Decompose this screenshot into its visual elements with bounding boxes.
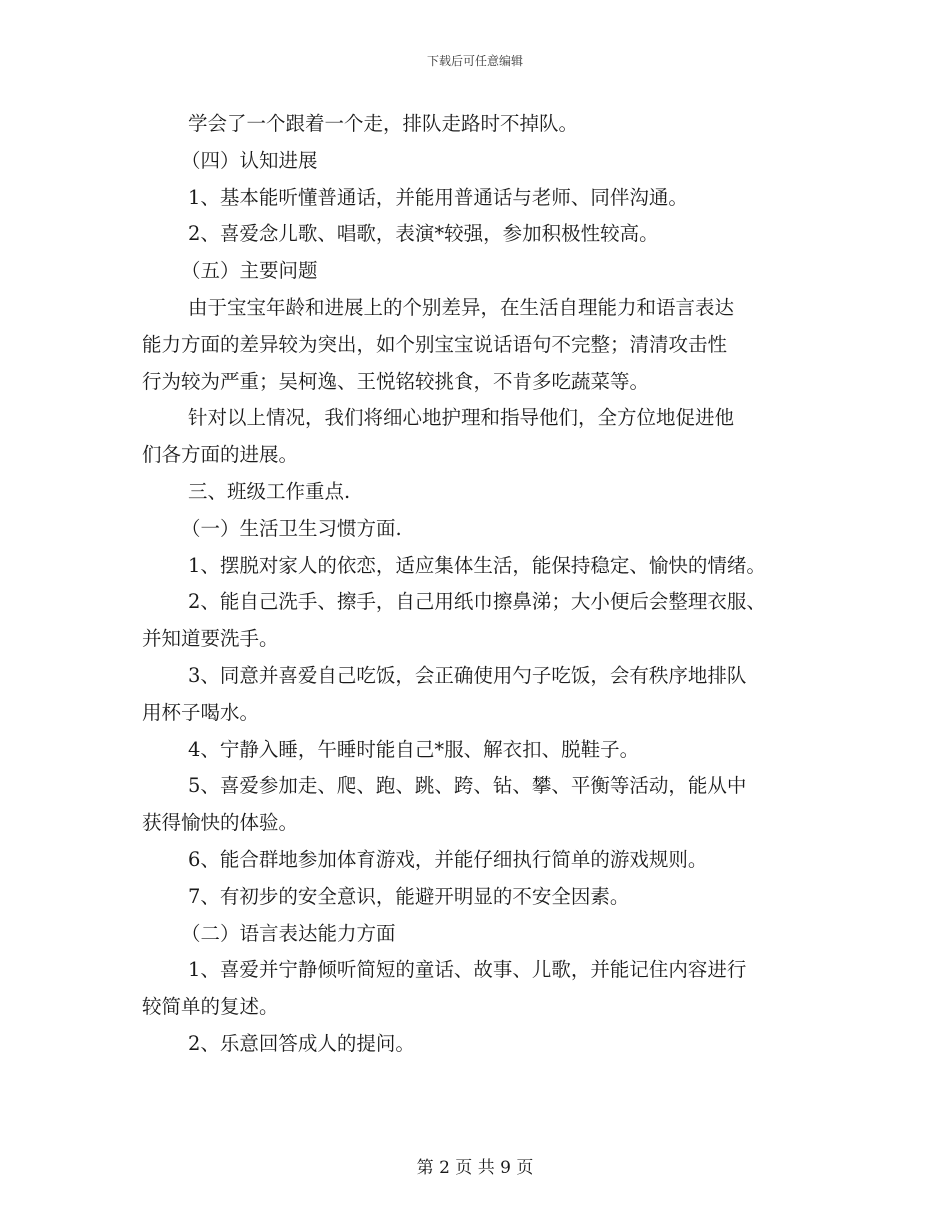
body-line: 1、基本能听懂普通话，并能用普通话与老师、同伴沟通。 — [188, 185, 688, 209]
body-line: 获得愉快的体验。 — [142, 811, 299, 835]
body-line: 行为较为严重；吴柯逸、王悦铭较挑食，不肯多吃蔬菜等。 — [142, 369, 650, 393]
body-line: 能力方面的差异较为突出，如个别宝宝说话语句不完整；清清攻击性 — [142, 332, 728, 356]
body-line: 并知道要洗手。 — [142, 627, 279, 651]
body-line: 2、喜爱念儿歌、唱歌，表演*较强，参加积极性较高。 — [188, 222, 659, 246]
body-line: 学会了一个跟着一个走，排队走路时不掉队。 — [188, 112, 579, 135]
page-header: 下载后可任意编辑 — [426, 54, 523, 68]
body-line: 们各方面的进展。 — [142, 443, 299, 467]
body-line: 2、能自己洗手、擦手，自己用纸巾擦鼻涕；大小便后会整理衣服、 — [188, 590, 766, 614]
body-line: 7、有初步的安全意识，能避开明显的不安全因素。 — [188, 884, 630, 908]
section-heading: 三、班级工作重点. — [188, 479, 351, 503]
body-line: 较简单的复述。 — [142, 995, 279, 1019]
section-heading: （二）语言表达能力方面 — [181, 921, 396, 945]
body-line: 1、喜爱并宁静倾听简短的童话、故事、儿歌，并能记住内容进行 — [188, 958, 747, 982]
body-line: 由于宝宝年龄和进展上的个别差异，在生活自理能力和语言表达 — [188, 295, 735, 319]
body-line: 1、摆脱对家人的依恋，适应集体生活，能保持稳定、愉快的情绪。 — [188, 553, 766, 577]
section-heading: （一）生活卫生习惯方面. — [181, 516, 402, 540]
document-body — [142, 106, 814, 1063]
page-footer: 第 2 页 共 9 页 — [416, 1158, 534, 1178]
body-line: 6、能合群地参加体育游戏，并能仔细执行简单的游戏规则。 — [188, 847, 708, 871]
body-line: 4、宁静入睡，午睡时能自己*服、解衣扣、脱鞋子。 — [188, 737, 640, 761]
body-line: 针对以上情况，我们将细心地护理和指导他们，全方位地促进他 — [188, 406, 735, 430]
body-line: 2、乐意回答成人的提问。 — [188, 1031, 415, 1055]
section-heading: （四）认知进展 — [181, 148, 318, 172]
section-heading: （五）主要问题 — [181, 259, 318, 283]
body-line: 3、同意并喜爱自己吃饭，会正确使用勺子吃饭，会有秩序地排队 — [188, 663, 747, 687]
body-line: 用杯子喝水。 — [142, 700, 260, 724]
body-line: 5、喜爱参加走、爬、跑、跳、跨、钻、攀、平衡等活动，能从中 — [188, 774, 747, 798]
